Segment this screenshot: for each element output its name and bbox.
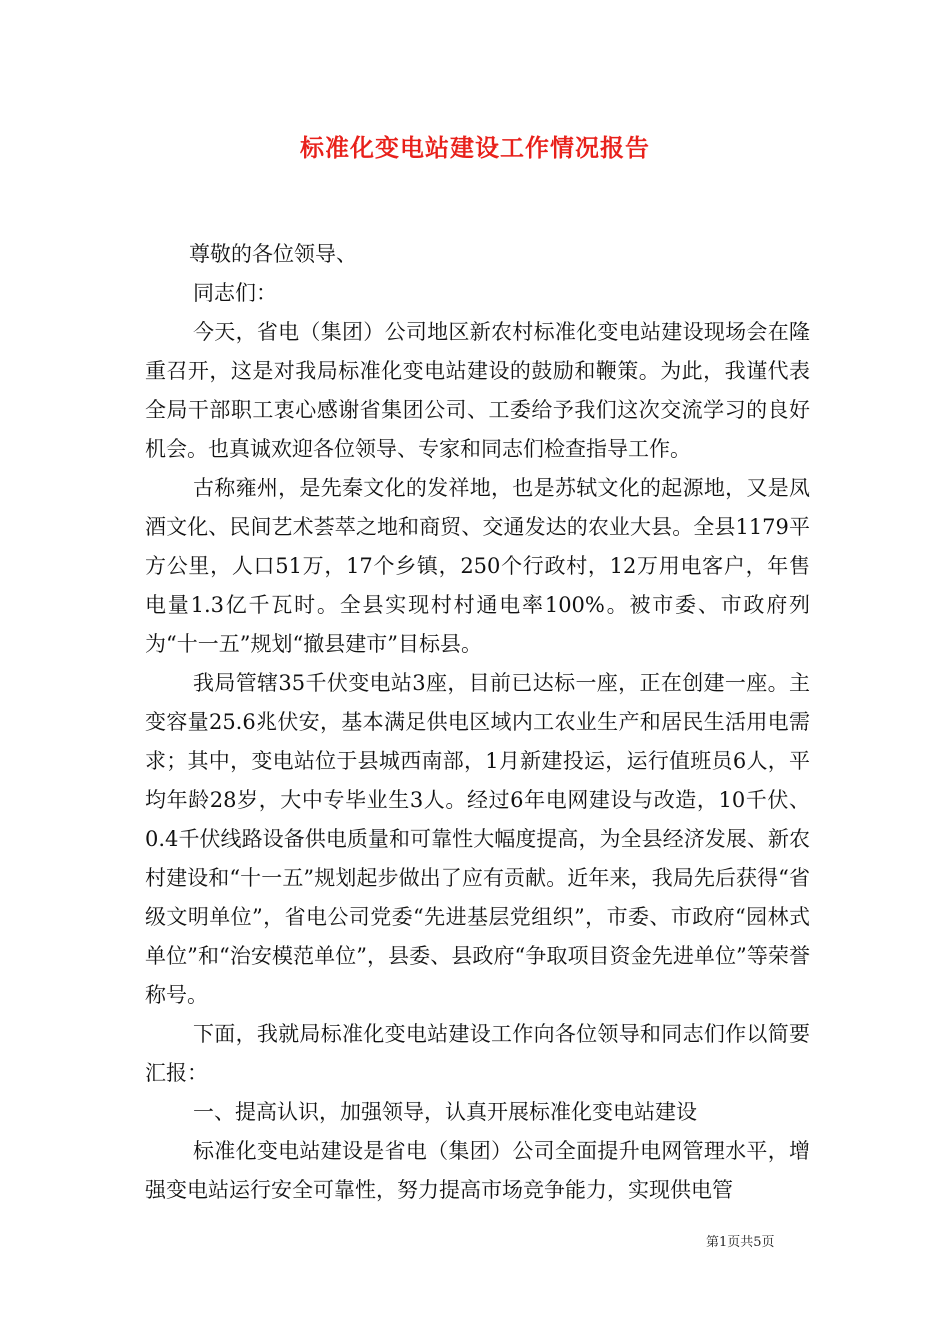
paragraph-report-intro: 下面，我就局标准化变电站建设工作向各位领导和同志们作以简要汇报： [145,1022,810,1085]
salutation-comrades: 同志们： [193,281,277,305]
paragraph-county-overview: 古称雍州，是先秦文化的发祥地，也是苏轼文化的起源地，又是凤酒文化、民间艺术荟萃之地和商贸、交通发达的农业大县。全县1179平方公里，人口51万，17个乡镇，250个行政村，12万用电客户，年售电量1.3亿千瓦时。全县实现村村通电率100%。被市委、市政府列为“十一五”规划“撤县建市”目标县。 [145,476,810,656]
page-number-footer: 第1页共5页 [706,1235,775,1250]
paragraph-opening: 今天，省电（集团）公司地区新农村标准化变电站建设现场会在隆重召开，这是对我局标准化变电站建设的鼓励和鞭策。为此，我谨代表全局干部职工衷心感谢省集团公司、工委给予我们这次交流学习的良好机会。也真诚欢迎各位领导、专家和同志们检查指导工作。 [145,320,810,461]
section-heading-1: 一、提高认识，加强领导，认真开展标准化变电站建设 [193,1100,697,1124]
salutation-leaders: 尊敬的各位领导、 [189,242,357,266]
document-body [145,235,810,1210]
paragraph-section-1: 标准化变电站建设是省电（集团）公司全面提升电网管理水平，增强变电站运行安全可靠性，努力提高市场竞争能力，实现供电管 [145,1139,810,1202]
paragraph-substations: 我局管辖35千伏变电站3座，目前已达标一座，正在创建一座。主变容量25.6兆伏安，基本满足供电区域内工农业生产和居民生活用电需求；其中，变电站位于县城西南部，1月新建投运，运行值班员6人，平均年龄28岁，大中专毕业生3人。经过6年电网建设与改造，10千伏、0.4千伏线路设备供电质量和可靠性大幅度提高，为全县经济发展、新农村建设和“十一五”规划起步做出了应有贡献。近年来，我局先后获得“省级文明单位”，省电公司党委“先进基层党组织”，市委、市政府“园林式单位”和“治安模范单位”，县委、县政府“争取项目资金先进单位”等荣誉称号。 [145,671,810,1007]
document-title: 标准化变电站建设工作情况报告 [300,133,650,162]
